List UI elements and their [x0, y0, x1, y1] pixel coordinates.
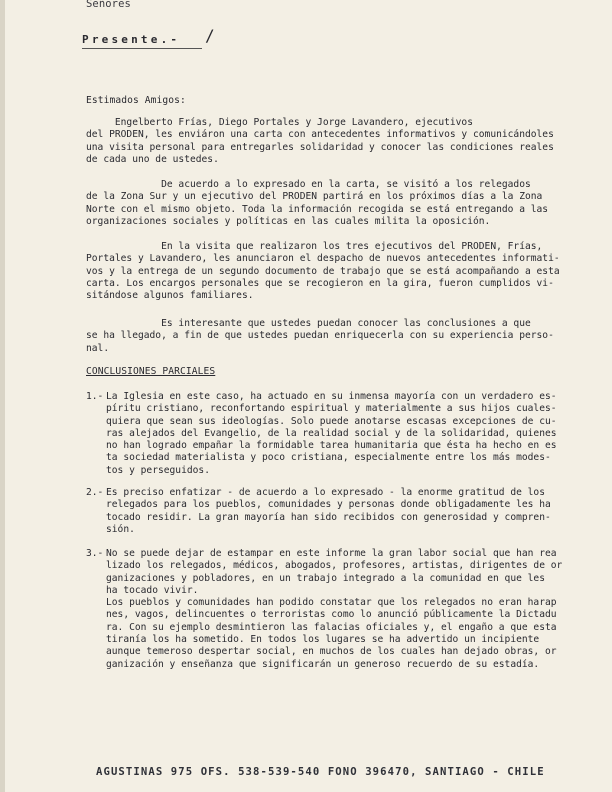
item-line: tiranía los ha sometido. En todos los lugares se ha advertido un incipiente [106, 634, 540, 646]
conclusion-item-3 [106, 548, 596, 671]
item-line: sión. [106, 523, 135, 535]
conclusion-item-2 [106, 487, 596, 536]
item-line: quiera que sean sus ideologías. Solo puede anotarse escasas excepciones de cu- [106, 415, 557, 427]
paragraph-line: sitándose algunos familiares. [86, 290, 254, 302]
page-edge [0, 0, 5, 792]
item-line: Es preciso enfatizar - de acuerdo a lo expresado - la enorme gratitud de los [106, 487, 545, 498]
item-line: nes, vagos, delincuentes o terroristas como lo anunció públicamente la Dictadu [106, 609, 557, 621]
paragraph-3 [86, 241, 596, 302]
paragraph-line: En la visita que realizaron los tres ejecutivos del PRODEN, Frías, [86, 241, 543, 252]
conclusions-heading: CONCLUSIONES PARCIALES [86, 366, 216, 377]
paragraph-2 [86, 179, 596, 228]
paragraph-line: una visita personal para entregarles solidaridad y conocer las condiciones reales [86, 141, 554, 153]
item-line: píritu cristiano, reconfortando espiritual y materialmente a sus hijos cuales- [106, 403, 557, 415]
paragraph-line: Norte con el mismo objeto. Toda la información recogida se está entregando a las [86, 203, 549, 215]
letterhead-footer: AGUSTINAS 975 OFS. 538-539-540 FONO 396470, SANTIAGO - CHILE [96, 766, 545, 778]
item-line: ta sociedad materialista y poco cristiana, especialmente entre los más modes- [106, 452, 551, 464]
conclusion-item-1 [106, 391, 596, 477]
paragraph-line: nal. [86, 342, 110, 354]
paragraph-line: Es interesante que ustedes puedan conocer las conclusiones a que [86, 318, 531, 329]
paragraph-line: de la Zona Sur y un ejecutivo del PRODEN partirá en los próximos días a la Zona [86, 191, 543, 203]
item-line: ha tocado vivir. [106, 584, 199, 596]
greeting: Estimados Amigos: [86, 95, 186, 106]
item-line: No se puede dejar de estampar en este informe la gran labor social que han rea [106, 548, 557, 559]
paragraph-line: organizaciones sociales y políticas en las cuales milita la oposición. [86, 215, 491, 227]
paragraph-line: Portales y Lavandero, les anunciaron el despacho de nuevos antecedentes informati- [86, 253, 560, 265]
salutation-top: Señores [86, 0, 131, 10]
item-number: 1.- [86, 391, 104, 402]
paragraph-line: del PRODEN, les enviáron una carta con antecedentes informativos y comunicándoles [86, 129, 554, 141]
item-number: 2.- [86, 487, 104, 498]
item-line: no han logrado empañar la formidable tarea humanitaria que ésta ha hecho en es [106, 440, 557, 452]
paragraph-line: carta. Los encargos personales que se recogieron en la gira, fueron cumplidos vi- [86, 277, 554, 289]
item-line: tocado residir. La gran mayoría han sido recibidos con generosidad y compren- [106, 511, 551, 523]
item-line: La Iglesia en este caso, ha actuado en su inmensa mayoría con un verdadero es- [106, 391, 557, 402]
item-line: tos y perseguidos. [106, 464, 210, 476]
item-line: lizado los relegados, médicos, abogados, profesores, artistas, dirigentes de or [106, 560, 563, 572]
item-line: ganización y enseñanza que significarán un generoso recuerdo de su estadía. [106, 658, 540, 670]
item-line: relegados para los pueblos, comunidades y personas donde obligadamente les ha [106, 499, 551, 511]
item-line: aunque temeroso despertar social, en muchos de los cuales han dejado obras, or [106, 646, 557, 658]
item-line: ra. Con su ejemplo desmintieron las falacias oficiales y, el engaño a que esta [106, 621, 557, 633]
paragraph-4 [86, 318, 596, 355]
item-number: 3.- [86, 548, 104, 559]
paragraph-line: de cada uno de ustedes. [86, 153, 219, 165]
paragraph-1 [86, 117, 596, 166]
presente-underline [82, 48, 202, 49]
paragraph-line: se ha llegado, a fin de que ustedes puedan enriquecerla con su experiencia perso- [86, 330, 554, 342]
item-line: ganizaciones y pobladores, en un trabajo integrado a la comunidad en que les [106, 572, 545, 584]
presente-slash: / [205, 26, 215, 45]
presente-heading: Presente.- [82, 33, 181, 46]
paragraph-line: Engelberto Frías, Diego Portales y Jorge Lavandero, ejecutivos [86, 117, 473, 128]
paragraph-line: De acuerdo a lo expresado en la carta, se visitó a los relegados [86, 179, 531, 190]
paragraph-line: vos y la entrega de un segundo documento de trabajo que se está acompañando a esta [86, 265, 560, 277]
item-line: ras alejados del Evangelio, de la realidad social y de la solidaridad, quienes [106, 427, 557, 439]
item-line: Los pueblos y comunidades han podido constatar que los relegados no eran harap [106, 597, 557, 609]
